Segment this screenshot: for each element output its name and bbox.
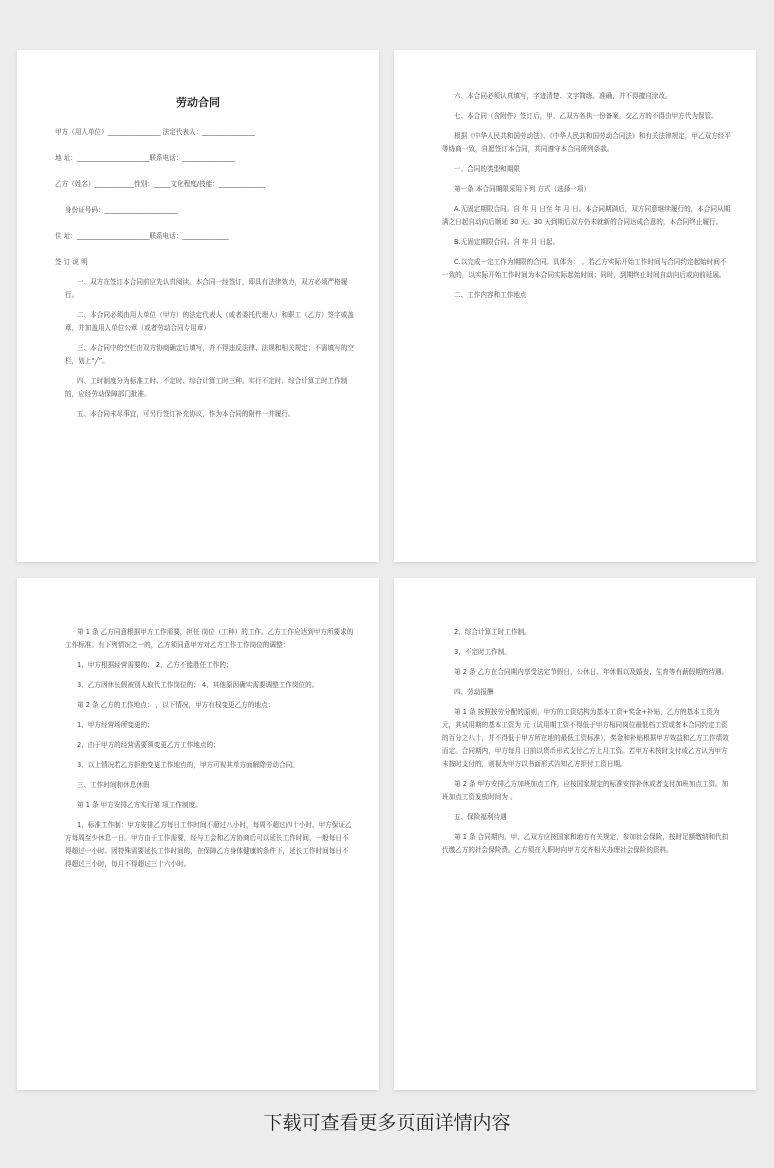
paragraph: 四、工时制度分为标准工时、不定时、综合计算工时三种。实行不定时、综合计算工时工作制的，应经劳动保障部门批准。	[65, 377, 348, 398]
paragraph: 3、以上情况若乙方拒绝变更工作地点的，甲方可视其单方面解除劳动合同。	[77, 761, 299, 769]
paragraph: 三、本合同中的空栏由双方协商确定后填写，并不得违反法律、法规和相关规定；不需填写的空栏，划上“╱”。	[65, 344, 354, 365]
address-field: 地 址：______________________联系电话：________________	[55, 154, 236, 162]
section-heading: 三、工作时间和休息休假	[77, 781, 150, 789]
paragraph: 3、乙方因休长假被别人取代工作岗位的； 4、其他原因确实需要调整工作岗位的。	[77, 681, 319, 689]
paragraph: 第 1 条 合同期内，甲、乙双方应按国家和地方有关规定，参加社会保险，按时足额缴纳和代扣代缴乙方的社会保险费。乙方须在入职时向甲方交齐相关办理社会保险的资料。	[442, 833, 729, 854]
section-heading: 四、劳动报酬	[454, 688, 494, 696]
document-page-4	[394, 578, 756, 1090]
paragraph: 根据《中华人民共和国劳动法》、《中华人民共和国劳动合同法》和有关法律规定，甲乙双方经平等协商一致，自愿签订本合同，共同遵守本合同所列条款。	[442, 132, 731, 153]
section-heading: 五、保险福利待遇	[454, 813, 507, 821]
document-page-3	[17, 578, 379, 1090]
paragraph: 1、甲方经营场所变更的；	[77, 721, 154, 729]
residence-field: 住 址：______________________联系电话：______________	[55, 232, 229, 240]
paragraph: 七、本合同（含附件）签订后，甲、乙双方各执一份备案，交乙方的不得由甲方代为保管。	[454, 112, 718, 120]
paragraph: 六、本合同必须认真填写，字迹清楚、文字简练、准确，并不得擅自涂改。	[454, 92, 672, 100]
paragraph: 第 1 条 甲方安排乙方实行第 项工作制度。	[77, 801, 202, 809]
document-page-2	[394, 50, 756, 562]
paragraph: 第 1 条 按照按劳分配的原则，甲方的工资结构为基本工资+奖金+补贴，乙方的基本工资为 元，其试用期的基本工资为 元（试用期工资不得低于甲方相同岗位最低档工资或者本合同约定工资的百分之八十，并不得低于甲方所在地的最低工资标准），奖金和补贴根据甲方效益和乙方工作绩效而定。合同期内，甲方每月 日前以货币形式支付乙方上月工资。若甲方未按时支付或乙方认为甲方未按时支付的，则视为甲方以书面形式告知乙方拒付工资日期。	[442, 708, 729, 768]
paragraph: 2、综合计算工时工作制。	[454, 628, 531, 636]
paragraph: 一、双方在签订本合同前应先认真阅读。本合同一经签订，即具有法律效力，双方必须严格履行。	[65, 278, 348, 299]
download-caption: 下载可查看更多页面详情内容	[263, 1112, 511, 1134]
document-page-1	[17, 50, 379, 562]
paragraph: 五、本合同未尽事宜，可另行签订补充协议，作为本合同的附件一并履行。	[77, 410, 295, 418]
paragraph: 第 2 条 乙方在合同期内享受法定节假日、公休日、年休假以及婚丧、生育等有薪假期的待遇。	[454, 668, 729, 676]
paragraph: B.无固定期限合同。自 年 月 日起。	[454, 238, 560, 246]
party-b-field: 乙方（姓名）____________性别：_____文化程度/技能：______________	[55, 180, 265, 188]
paragraph: 2、由于甲方的经营需要须变更乙方工作地点的；	[77, 741, 220, 749]
party-a-field: 甲方（用人单位）________________ 法定代表人：________________	[55, 128, 255, 136]
paragraph: 3、不定时工作制。	[454, 648, 511, 656]
id-number-field: 身份证号码：______________________	[65, 206, 178, 214]
paragraph: 第一条 本合同期限采用下列 方式（选择一项）	[454, 185, 591, 193]
paragraph: 1、甲方根据经营需要的； 2、乙方不能胜任工作的；	[77, 661, 233, 669]
paragraph: 第 2 条 乙方的工作地点： ，以下情况，甲方有权变更乙方的地点：	[77, 701, 275, 709]
section-heading: 一、合同的类型和期限	[454, 165, 520, 173]
paragraph: 二、本合同必须由用人单位（甲方）的法定代表人（或者委托代理人）和职工（乙方）签字或盖章，并加盖用人单位公章（或者劳动合同专用章）	[65, 311, 354, 332]
page-title: 劳动合同	[176, 96, 220, 109]
section-heading: 签 订 说 明	[55, 258, 88, 266]
paragraph: A.无固定期限合同。自 年 月 日至 年 月 日。本合同期满后，双方同意继续履行的，本合同从期满之日起自动向后顺延 30 天。30 天到期后双方仍未就新的合同达成合意的，本合同终止履行。	[442, 205, 731, 226]
paragraph: 第 1 条 乙方同意根据甲方工作需要，担任 岗位（工种）的工作。乙方工作应达到甲方所要求的工作标准。有下列情况之一的，乙方须同意甲方对乙方工作工作岗位的调整：	[65, 628, 354, 649]
section-heading: 二、工作内容和工作地点	[454, 291, 527, 299]
paragraph: C.以完成一定工作为期限的合同。具体为： 。若乙方实际开始工作时间与合同约定起始时间不一致的，以实际开始工作时间为本合同实际起始时间；同时，到期终止时间自动向后或向前延展。	[442, 258, 727, 279]
paragraph: 第 2 条 甲方安排乙方加班加点工作，应按国家规定的标准安排补休或者支付加班加点工资。加班加点工资发放时间为 。	[442, 780, 729, 801]
paragraph: 1、标准工作制：甲方安排乙方每日工作时间不超过八小时，每周不超过四十小时。甲方保证乙方每周至少休息一日。甲方由于工作需要，经与工会和乙方协商后可以延长工作时间，一般每日不得超过一小时。因特殊需要延长工作时间的，在保障乙方身体健康的条件下，延长工作时间每日不得超过三小时，每月不得超过三十六小时。	[65, 821, 352, 868]
